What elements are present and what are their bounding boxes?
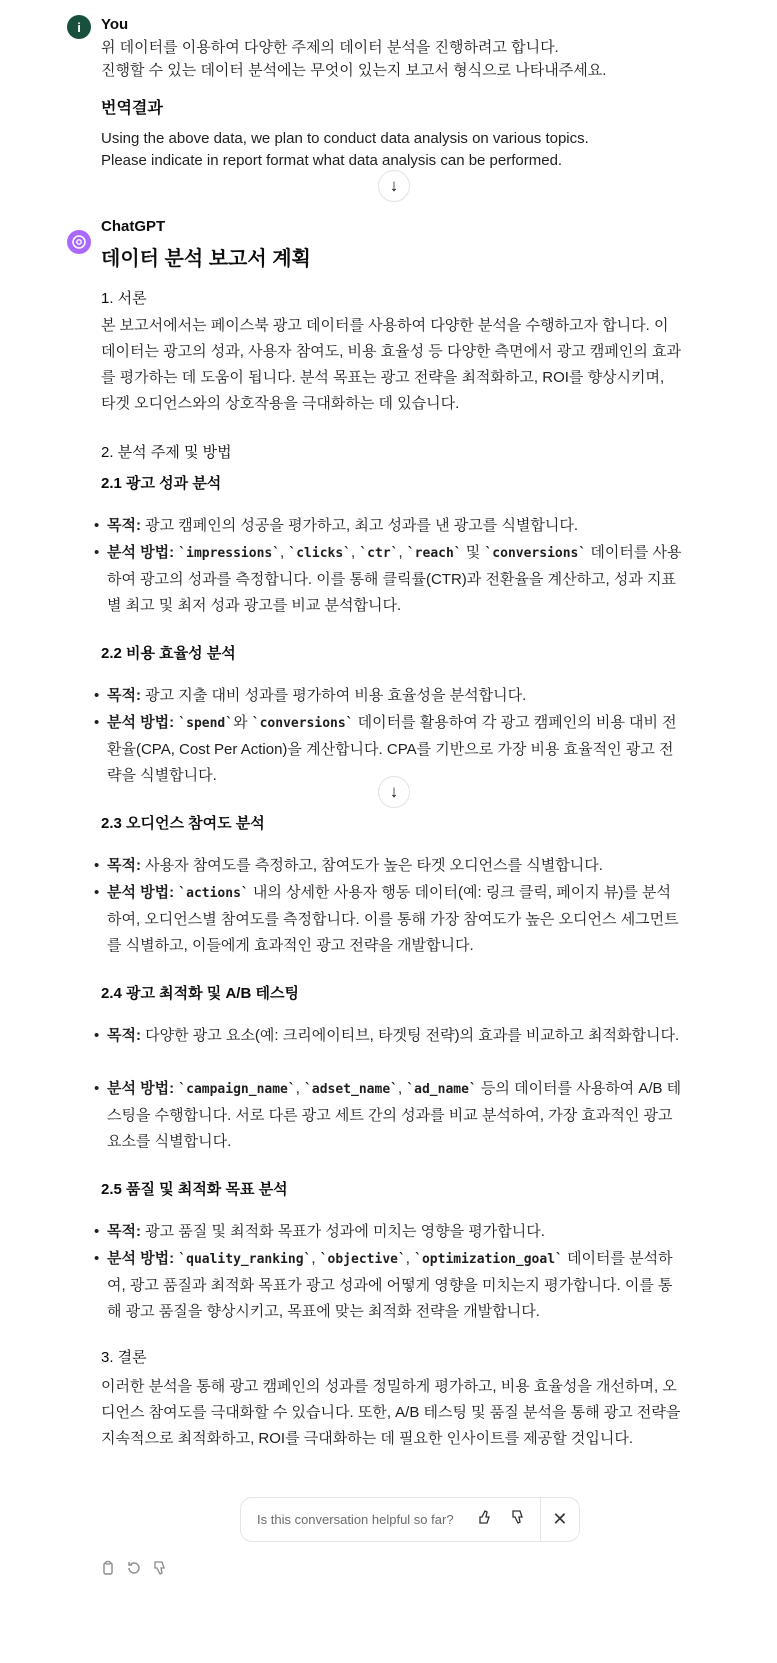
method-text: 등의 데이터를 사용하여 A/B 테스팅을 수행합니다. 서로 다른 광고 세트 간의 성과를 비교 분석하여, 가장 효과적인 광고 요소를 식별합니다.	[107, 1080, 682, 1150]
sub-2-4-heading: 2.4 광고 최적화 및 A/B 테스팅	[101, 985, 299, 1002]
translation-heading: 번역결과	[101, 100, 163, 117]
scroll-down-button-2[interactable]	[378, 776, 410, 808]
sep: ,	[311, 1250, 320, 1267]
intro-paragraph: 본 보고서에서는 페이스북 광고 데이터를 사용하여 다양한 분석을 수행하고자 합니다. 이 데이터는 광고의 성과, 사용자 참여도, 비용 효율성 등 다양한 측면에서 광고 캠페인의 효과를 평가하는 데 도움이 됩니다. 분석 목표는 광고 전략을 최적화하고, ROI를 향상시키며, 타겟 오디언스와의 상호작용을 극대화하는 데 있습니다.	[101, 317, 681, 412]
sub-2-5-heading: 2.5 품질 및 최적화 목표 분석	[101, 1181, 288, 1198]
code-reach: `reach`	[406, 546, 462, 561]
method-label: 분석 방법:	[107, 714, 175, 731]
thumbs-down-button[interactable]	[501, 1509, 533, 1530]
close-feedback-button[interactable]	[541, 1509, 579, 1530]
sub-2-5-method: • 분석 방법: `quality_ranking`, `objective`, `optimization_goal` 데이터를 분석하여, 광고 품질과 최적화 목표가 광고 성과에 어떻게 영향을 미치는지 평가합니다. 이를 통해 광고 품질을 향상시키고, 목표에 맞는 최적화 전략을 개발합니다.	[94, 1250, 673, 1320]
goal-label: 목적:	[107, 687, 141, 704]
sub-2-4-method: • 분석 방법: `campaign_name`, `adset_name`, `ad_name` 등의 데이터를 사용하여 A/B 테스팅을 수행합니다. 서로 다른 광고 세트 간의 성과를 비교 분석하여, 가장 효과적인 광고 요소를 식별합니다.	[94, 1080, 682, 1150]
method-text: 데이터를 사용하여 광고의 성과를 측정합니다. 이를 통해 클릭률(CTR)과 전환율을 계산하고, 성과 지표별 최고 및 최저 성과 광고를 비교 분석합니다.	[107, 544, 682, 614]
conclusion-paragraph: 이러한 분석을 통해 광고 캠페인의 성과를 정밀하게 평가하고, 비용 효율성을 개선하며, 오디언스 참여도를 극대화할 수 있습니다. 또한, A/B 테스팅 및 품질 분석을 통해 광고 전략을 지속적으로 최적화하고, ROI를 극대화하는 데 필요한 인사이트를 제공할 것입니다.	[101, 1378, 681, 1447]
code-optimization-goal: `optimization_goal`	[414, 1252, 563, 1267]
sep: ,	[280, 544, 289, 561]
feedback-question: Is this conversation helpful so far?	[257, 1512, 454, 1527]
sep: ,	[351, 544, 360, 561]
sub-2-3-goal: • 목적: 사용자 참여도를 측정하고, 참여도가 높은 타겟 오디언스를 식별합니다.	[94, 857, 603, 874]
goal-text: 광고 지출 대비 성과를 평가하여 비용 효율성을 분석합니다.	[140, 687, 527, 704]
chatgpt-avatar	[67, 230, 91, 254]
message-actions	[100, 1560, 168, 1576]
wa-word: 와	[233, 714, 252, 731]
goal-text: 광고 캠페인의 성공을 평가하고, 최고 성과를 낸 광고를 식별합니다.	[140, 517, 579, 534]
method-label: 분석 방법:	[107, 884, 175, 901]
translation-line-1: Using the above data, we plan to conduct data analysis on various topics.	[101, 130, 589, 147]
sub-2-1-method: • 분석 방법: `impressions`, `clicks`, `ctr`, `reach` 및 `conversions` 데이터를 사용하여 광고의 성과를 측정합니다. 이를 통해 클릭률(CTR)과 전환율을 계산하고, 성과 지표별 최고 및 최저 성과 광고를 비교 분석합니다.	[94, 544, 682, 614]
code-impressions: `impressions`	[178, 546, 281, 561]
method-text: 데이터를 활용하여 각 광고 캠페인의 비용 대비 전환율(CPA, Cost Per Action)을 계산합니다. CPA를 기반으로 가장 비용 효율적인 광고 전략을 식별합니다.	[107, 714, 677, 784]
sep: ,	[295, 1080, 305, 1097]
code-adset-name: `adset_name`	[304, 1082, 398, 1097]
copy-icon[interactable]	[100, 1560, 116, 1576]
user-avatar	[67, 15, 91, 39]
sub-2-5-goal: • 목적: 광고 품질 및 최적화 목표가 성과에 미치는 영향을 평가합니다.	[94, 1223, 545, 1240]
sub-2-2-heading: 2.2 비용 효율성 분석	[101, 645, 236, 662]
scroll-down-button[interactable]	[378, 170, 410, 202]
thumbs-down-icon[interactable]	[152, 1560, 168, 1576]
arrow-down-icon: ↓	[389, 782, 399, 801]
goal-text: 다양한 광고 요소(예: 크리에이티브, 타겟팅 전략)의 효과를 비교하고 최적화합니다.	[140, 1027, 680, 1044]
arrow-down-icon: ↓	[389, 176, 399, 195]
code-campaign-name: `campaign_name`	[178, 1082, 296, 1097]
code-objective: `objective`	[319, 1252, 406, 1267]
method-label: 분석 방법:	[107, 1080, 175, 1097]
sub-2-2-method: • 분석 방법: `spend`와 `conversions` 데이터를 활용하여 각 광고 캠페인의 비용 대비 전환율(CPA, Cost Per Action)을 계산합니다. CPA를 기반으로 가장 비용 효율적인 광고 전략을 식별합니다.	[94, 714, 677, 784]
section-3-heading: 3. 결론	[101, 1349, 147, 1366]
goal-label: 목적:	[107, 857, 141, 874]
thumbs-up-button[interactable]	[469, 1509, 501, 1530]
goal-label: 목적:	[107, 517, 141, 534]
sub-2-2-goal: • 목적: 광고 지출 대비 성과를 평가하여 비용 효율성을 분석합니다.	[94, 687, 527, 704]
sep: ,	[398, 544, 407, 561]
sub-2-3-heading: 2.3 오디언스 참여도 분석	[101, 815, 265, 832]
feedback-bar	[240, 1497, 580, 1542]
code-ad-name: `ad_name`	[406, 1082, 477, 1097]
method-text: 내의 상세한 사용자 행동 데이터(예: 링크 클릭, 페이지 뷰)를 분석하여, 오디언스별 참여도를 측정합니다. 이를 통해 가장 참여도가 높은 오디언스 세그먼트를 식별하고, 이들에게 효과적인 광고 전략을 개발합니다.	[107, 884, 679, 954]
section-2-heading: 2. 분석 주제 및 방법	[101, 444, 232, 461]
code-conversions: `conversions`	[484, 546, 587, 561]
report-title: 데이터 분석 보고서 계획	[101, 248, 311, 270]
goal-label: 목적:	[107, 1027, 141, 1044]
sub-2-3-method: • 분석 방법: `actions` 내의 상세한 사용자 행동 데이터(예: 링크 클릭, 페이지 뷰)를 분석하여, 오디언스별 참여도를 측정합니다. 이를 통해 가장 참여도가 높은 오디언스 세그먼트를 식별하고, 이들에게 효과적인 광고 전략을 개발합니다.	[94, 884, 679, 954]
code-ctr: `ctr`	[359, 546, 399, 561]
assistant-name: ChatGPT	[101, 218, 166, 235]
code-conversions: `conversions`	[251, 716, 354, 731]
avatar-letter: i	[77, 19, 81, 35]
method-label: 분석 방법:	[107, 544, 175, 561]
code-actions: `actions`	[178, 886, 249, 901]
section-1-heading: 1. 서론	[101, 290, 147, 307]
regenerate-icon[interactable]	[126, 1560, 142, 1576]
openai-logo-icon	[71, 234, 87, 250]
sep: ,	[397, 1080, 407, 1097]
goal-text: 사용자 참여도를 측정하고, 참여도가 높은 타겟 오디언스를 식별합니다.	[140, 857, 603, 874]
goal-text: 광고 품질 및 최적화 목표가 성과에 미치는 영향을 평가합니다.	[140, 1223, 545, 1240]
sub-2-4-goal: • 목적: 다양한 광고 요소(예: 크리에이티브, 타겟팅 전략)의 효과를 비교하고 최적화합니다.	[94, 1027, 680, 1044]
sub-2-1-goal: • 목적: 광고 캠페인의 성공을 평가하고, 최고 성과를 낸 광고를 식별합니다.	[94, 517, 579, 534]
close-icon: ✕	[552, 1509, 568, 1529]
code-clicks: `clicks`	[288, 546, 352, 561]
goal-label: 목적:	[107, 1223, 141, 1240]
method-text: 데이터를 분석하여, 광고 품질과 최적화 목표가 광고 성과에 어떻게 영향을 미치는지 평가합니다. 이를 통해 광고 품질을 향상시키고, 목표에 맞는 최적화 전략을 개발합니다.	[107, 1250, 673, 1320]
method-label: 분석 방법:	[107, 1250, 175, 1267]
translation-line-2: Please indicate in report format what data analysis can be performed.	[101, 152, 563, 169]
sep: ,	[405, 1250, 415, 1267]
user-line-1: 위 데이터를 이용하여 다양한 주제의 데이터 분석을 진행하려고 합니다.	[101, 39, 559, 56]
user-name: You	[101, 16, 129, 33]
and-word: 및	[461, 544, 485, 561]
thumbs-down-icon	[510, 1509, 526, 1525]
code-spend: `spend`	[178, 716, 234, 731]
thumbs-up-icon	[477, 1509, 493, 1525]
sub-2-1-heading: 2.1 광고 성과 분석	[101, 475, 222, 492]
code-quality-ranking: `quality_ranking`	[178, 1252, 312, 1267]
user-line-2: 진행할 수 있는 데이터 분석에는 무엇이 있는지 보고서 형식으로 나타내주세요.	[101, 62, 607, 79]
